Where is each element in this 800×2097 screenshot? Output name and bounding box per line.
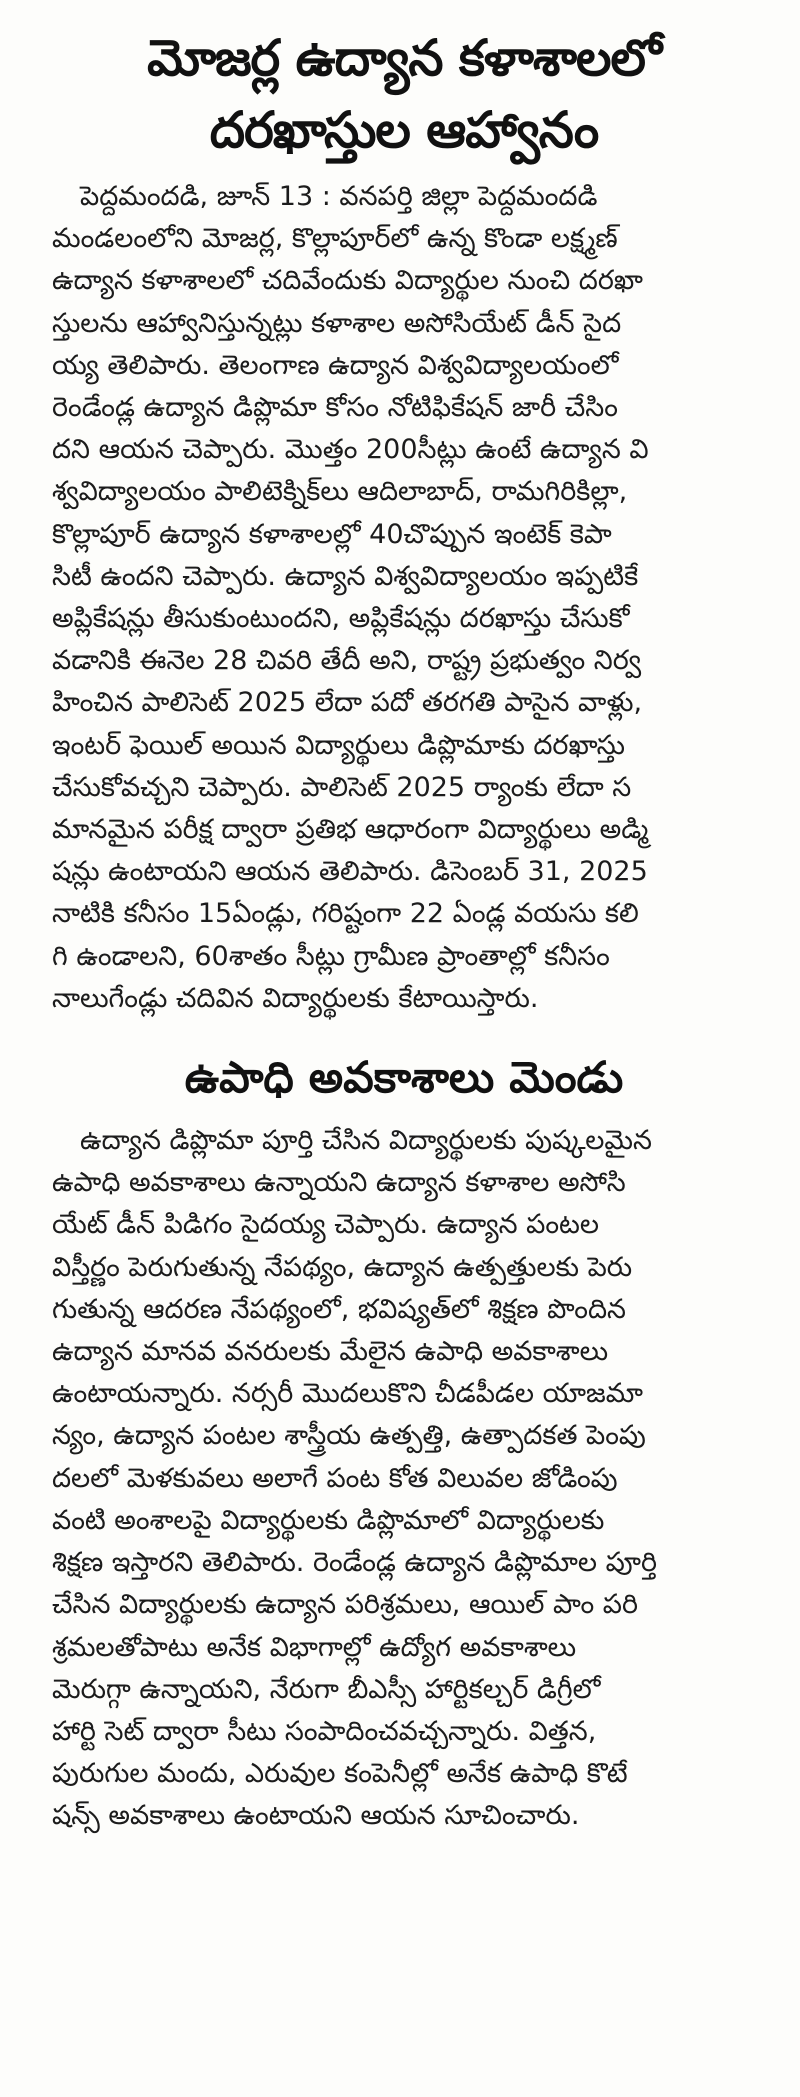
paragraph-line: రెండేండ్ల ఉద్యాన డిప్లొమా కోసం నోటిఫికేషన్ జారీ చేసిం — [52, 392, 618, 424]
paragraph-line: ఉపాధి అవకాశాలు ఉన్నాయని ఉద్యాన కళాశాల అసోసి — [52, 1167, 626, 1199]
paragraph-line: యేట్ డీన్ పిడిగం సైదయ్య చెప్పారు. ఉద్యాన పంటల — [52, 1209, 600, 1241]
paragraph-line: ఇంటర్ ఫెయిల్ అయిన విద్యార్థులు డిప్లొమాకు దరఖాస్తు — [52, 729, 625, 761]
paragraph-line: నాటికి కనీసం 15ఏండ్లు, గరిష్టంగా 22 ఏండ్ల వయసు కలి — [52, 898, 639, 930]
paragraph-line: నాలుగేండ్లు చదివిన విద్యార్థులకు కేటాయిస్తారు. — [52, 982, 539, 1014]
paragraph-2 — [52, 1120, 756, 1837]
paragraph-line: మెరుగ్గా ఉన్నాయని, నేరుగా బీఎస్సీ హార్టికల్చర్ డిగ్రీలో — [52, 1673, 601, 1705]
paragraph-line: న్యం, ఉద్యాన పంటల శాస్త్రీయ ఉత్పత్తి, ఉత్పాదకత పెంపు — [52, 1420, 646, 1452]
headline — [52, 22, 756, 166]
paragraph-line: శ్వవిద్యాలయం పాలిటెక్నిక్‌లు ఆదిలాబాద్, రామగిరికిల్లా, — [52, 476, 628, 508]
paragraph-line: వడానికి ఈనెల 28 చివరి తేదీ అని, రాష్ట్ర ప్రభుత్వం నిర్వ — [52, 645, 642, 677]
paragraph-line: ఉద్యాన డిప్లొమా పూర్తి చేసిన విద్యార్థులకు పుష్కలమైన — [80, 1125, 652, 1157]
paragraph-line: మానమైన పరీక్ష ద్వారా ప్రతిభ ఆధారంగా విద్యార్థులు అడ్మి — [52, 814, 649, 846]
paragraph-line: వంటి అంశాలపై విద్యార్థులకు డిప్లొమాలో విద్యార్థులకు — [52, 1504, 605, 1536]
paragraph-line: స్తులను ఆహ్వానిస్తున్నట్లు కళాశాల అసోసియేట్ డీన్ సైద — [52, 307, 622, 339]
paragraph-line: షన్లు ఉంటాయని ఆయన తెలిపారు. డిసెంబర్ 31, 2025 — [52, 856, 648, 888]
paragraph-line: శిక్షణ ఇస్తారని తెలిపారు. రెండేండ్ల ఉద్యాన డిప్లొమాల పూర్తి — [52, 1547, 657, 1579]
paragraph-line: శ్రమలతోపాటు అనేక విభాగాల్లో ఉద్యోగ అవకాశాలు — [52, 1631, 577, 1663]
paragraph-line: య్య తెలిపారు. తెలంగాణ ఉద్యాన విశ్వవిద్యాలయంలో — [52, 349, 619, 381]
paragraph-line: చేసిన విద్యార్థులకు ఉద్యాన పరిశ్రమలు, ఆయిల్ పాం పరి — [52, 1589, 638, 1621]
paragraph-line: గి ఉండాలని, 60శాతం సీట్లు గ్రామీణ ప్రాంతాల్లో కనీసం — [52, 940, 610, 972]
paragraph-line: హార్టి సెట్ ద్వారా సీటు సంపాదించవచ్చన్నారు. విత్తన, — [52, 1715, 597, 1747]
paragraph-line: పెద్దమందడి, జూన్ 13 : వనపర్తి జిల్లా పెద్దమందడి — [80, 181, 598, 212]
paragraph-line: అప్లికేషన్లు తీసుకుంటుందని, అప్లికేషన్లు దరఖాస్తు చేసుకో — [52, 603, 630, 635]
paragraph-line: దని ఆయన చెప్పారు. మొత్తం 200సీట్లు ఉంటే ఉద్యాన వి — [52, 434, 649, 466]
paragraph-line: పురుగుల మందు, ఎరువుల కంపెనీల్లో అనేక ఉపాధి కొటే — [52, 1758, 628, 1790]
paragraph-line: ఉద్యాన కళాశాలలో చదివేందుకు విద్యార్థుల నుంచి దరఖా — [52, 265, 643, 297]
paragraph-line: కొల్లాపూర్ ఉద్యాన కళాశాలల్లో 40చొప్పున ఇంటెక్ కెపా — [52, 518, 612, 550]
paragraph-line: దలలో మెళకువలు అలాగే పంట కోత విలువల జోడింపు — [52, 1462, 618, 1494]
paragraph-line: హించిన పాలిసెట్ 2025 లేదా పదో తరగతి పాసైన వాళ్లు, — [52, 687, 643, 719]
paragraph-line: మండలంలోని మోజర్ల, కొల్లాపూర్‌లో ఉన్న కొండా లక్ష్మణ్ — [52, 223, 618, 255]
paragraph-line: విస్తీర్ణం పెరుగుతున్న నేపథ్యం, ఉద్యాన ఉత్పత్తులకు పెరు — [52, 1251, 633, 1283]
paragraph-line: సిటీ ఉందని చెప్పారు. ఉద్యాన విశ్వవిద్యాలయం ఇప్పటికే — [52, 560, 639, 592]
subheading: ఉపాధి అవకాశాలు మెండు — [184, 1053, 624, 1104]
headline-line-2: దరఖాస్తుల ఆహ్వానం — [209, 101, 599, 159]
paragraph-line: ఉంటాయన్నారు. నర్సరీ మొదలుకొని చీడపీడల యాజమా — [52, 1378, 643, 1410]
paragraph-line: చేసుకోవచ్చని చెప్పారు. పాలిసెట్ 2025 ర్యాంకు లేదా స — [52, 771, 632, 803]
paragraph-line: షన్స్ అవకాశాలు ఉంటాయని ఆయన సూచించారు. — [52, 1800, 580, 1832]
paragraph-line: గుతున్న ఆదరణ నేపథ్యంలో, భవిష్యత్‌లో శిక్షణ పొందిన — [52, 1293, 626, 1325]
paragraph-line: ఉద్యాన మానవ వనరులకు మేలైన ఉపాధి అవకాశాలు — [52, 1336, 609, 1368]
paragraph-1 — [52, 176, 756, 1020]
headline-line-1: మోజర్ల ఉద్యాన కళాశాలలో — [147, 29, 661, 87]
